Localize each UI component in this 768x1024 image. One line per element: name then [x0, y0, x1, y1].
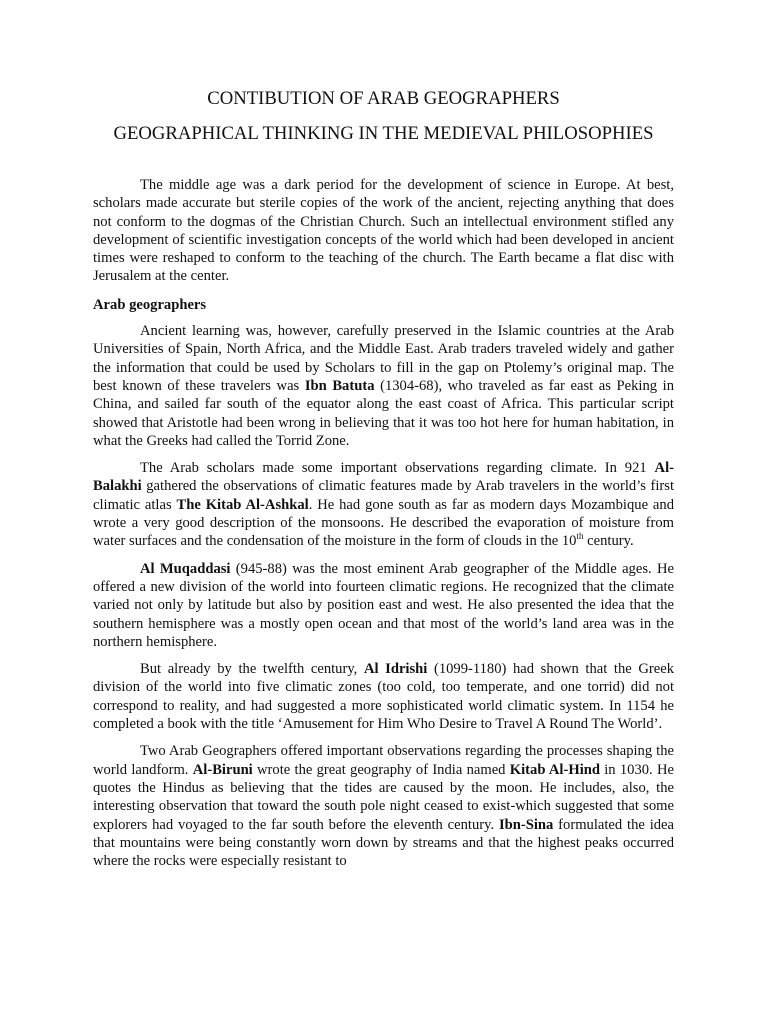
- text-run: The Arab scholars made some important observations regarding climate. In 921: [140, 460, 655, 477]
- document-subtitle: GEOGRAPHICAL THINKING IN THE MEDIEVAL PHILOSOPHIES: [113, 122, 654, 144]
- text-run: (945-88) was the most eminent Arab geographer of the Middle ages. He offered a new division of the world into fourteen climatic regions. He recognized that the climate varied not only by latitude but also by position east and west. He also presented the idea that the southern hemisphere was a mostly open ocean and that most of the world’s land area was in the northern hemisphere.: [93, 560, 674, 650]
- bold-name: Ibn-Sina: [498, 816, 554, 833]
- document-title: CONTIBUTION OF ARAB GEOGRAPHERS: [207, 88, 560, 109]
- text-run: gathered the observations of climatic features made by Arab travelers in the world’s first climatic atlas: [93, 478, 674, 513]
- superscript: th: [576, 531, 584, 542]
- bold-title: Kitab Al-Hind: [509, 761, 600, 778]
- text-run: in 1030. He quotes the Hindus as believing that the tides are caused by the moon. He includes, also, the interesting observation that toward the south pole night ceased to exist-which suggested that some explorers had voyaged to the far south before the eleventh century.: [93, 761, 674, 833]
- bold-name: Ibn Batuta: [304, 377, 375, 394]
- text-run: century.: [583, 533, 634, 550]
- bold-name: Al Muqaddasi: [140, 560, 231, 577]
- bold-title: The Kitab Al-Ashkal: [176, 496, 309, 513]
- paragraph-al-muqaddasi: [93, 560, 674, 651]
- text-run: (1304-68), who traveled as far east as Peking in China, and sailed far south of the equator along the east coast of Africa. This particular script showed that Aristotle had been wrong in believing that it was too hot here for human habitation, in what the Greeks had called the Torrid Zone.: [93, 377, 674, 449]
- bold-name: Al Idrishi: [363, 661, 428, 678]
- text-run: But already by the twelfth century,: [140, 661, 364, 678]
- intro-paragraph: The middle age was a dark period for the development of science in Europe. At best, scholars made accurate but sterile copies of the work of the ancient, rejecting anything that does not conform to the dogmas of the Christian Church. Such an intellectual environment stifled any development of scientific investigation concepts of the world which had been developed in ancient times were reshaped to conform to the teaching of the church. The Earth became a flat disc with Jerusalem at the center.: [93, 177, 674, 285]
- paragraph-al-biruni: [93, 742, 674, 870]
- bold-name: Al-Biruni: [192, 761, 253, 778]
- section-heading: Arab geographers: [93, 296, 207, 313]
- text-run: formulated the idea that mountains were being constantly worn down by streams and that the highest peaks occurred where the rocks were especially resistant to: [93, 816, 675, 870]
- paragraph-ibn-batuta: [93, 322, 674, 450]
- paragraph-al-idrishi: [93, 660, 674, 733]
- text-run: . He had gone south as far as modern days Mozambique and wrote a very good description of the monsoons. He described the evaporation of moisture from water surfaces and the condensation of the moisture in the form of clouds in the 10: [93, 496, 674, 550]
- bold-name: Al-Balakhi: [93, 460, 674, 495]
- document-page: [93, 88, 674, 870]
- text-run: (1099-1180) had shown that the Greek division of the world into five climatic zones (too cold, too temperate, and one torrid) did not correspond to reality, and had suggested a more sophisticated world climatic system. In 1154 he completed a book with the title ‘Amusement for Him Who Desire to Travel A Round The World’.: [93, 661, 674, 733]
- text-run: Ancient learning was, however, carefully preserved in the Islamic countries at the Arab Universities of Spain, North Africa, and the Middle East. Arab traders traveled widely and gather the information that could be used by Scholars to fill in the gap on Ptolemy’s original map. The best known of these travelers was: [93, 323, 674, 394]
- paragraph-al-balakhi: [93, 459, 674, 550]
- text-run: wrote the great geography of India named: [252, 761, 510, 778]
- text-run: Two Arab Geographers offered important observations regarding the processes shaping the world landform.: [93, 743, 674, 778]
